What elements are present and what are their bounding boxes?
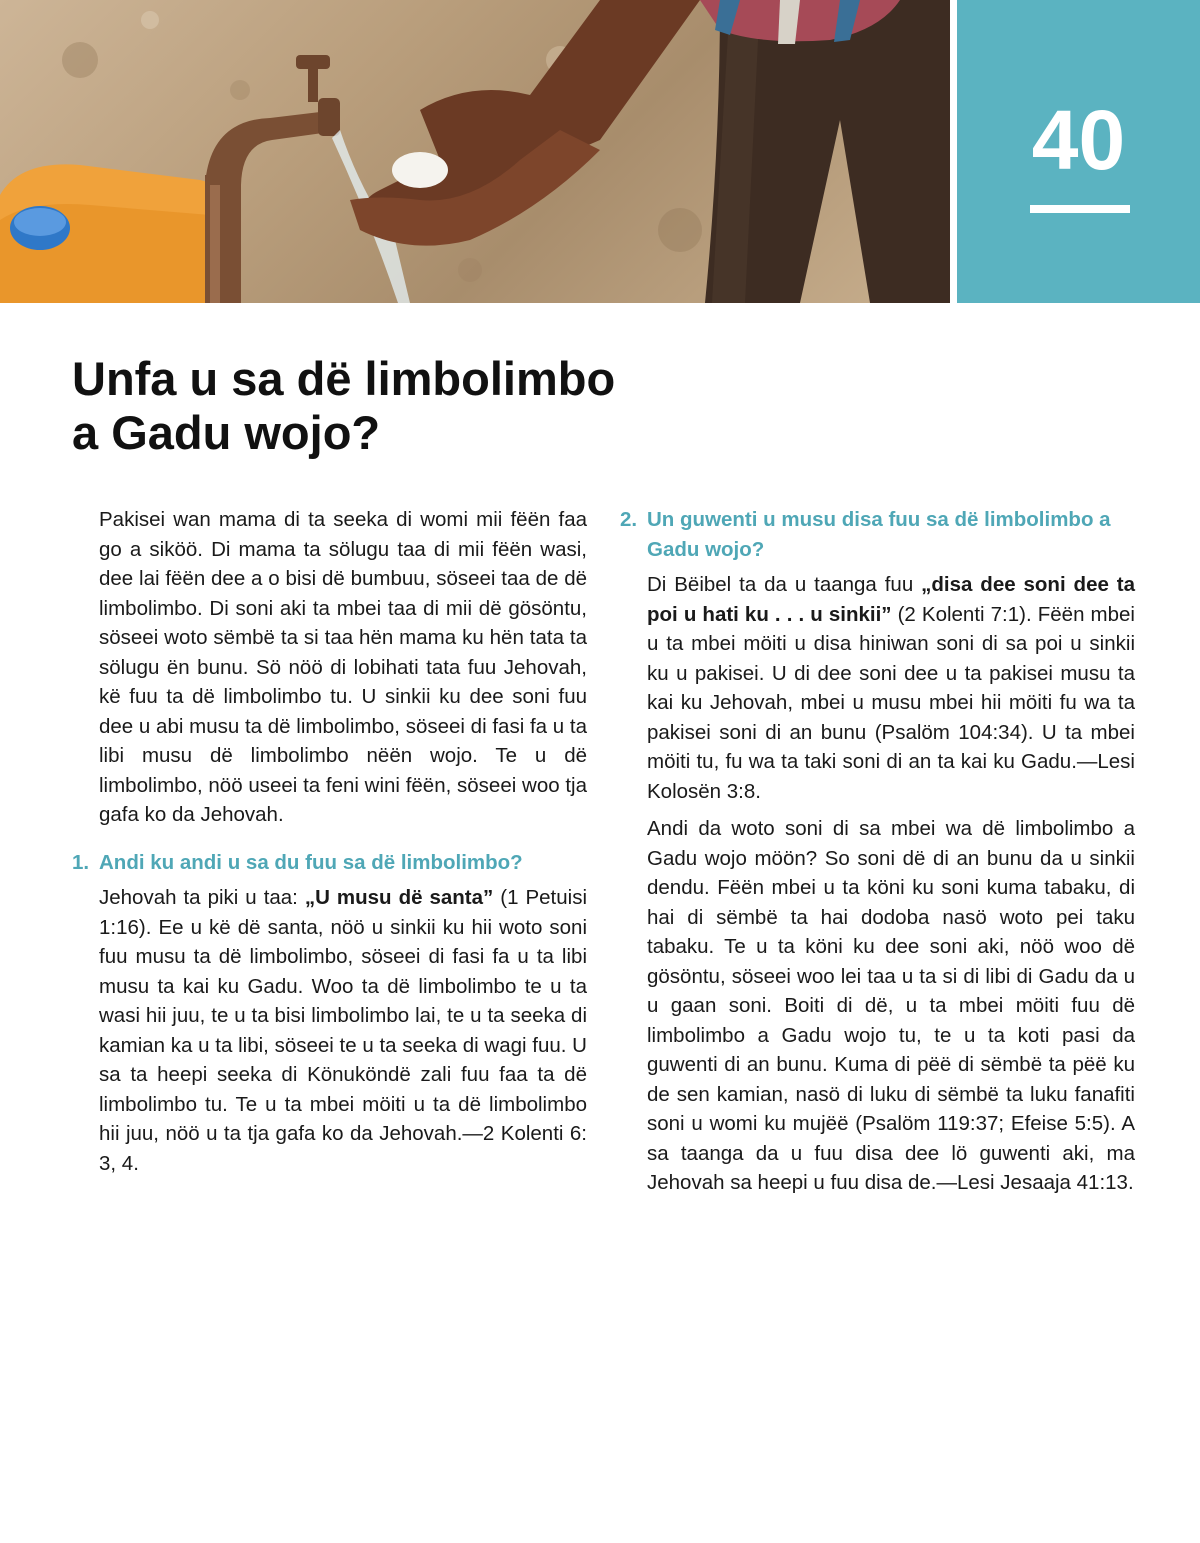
question-1-number: 1.	[72, 850, 90, 874]
jerrycan-shape	[0, 164, 225, 303]
question-2-heading	[620, 505, 1135, 564]
lesson-number: 40	[1031, 93, 1126, 187]
question-1-heading	[72, 848, 587, 878]
question-1-paragraph	[72, 883, 587, 1178]
question-2-number: 2.	[620, 508, 638, 531]
lesson-number-panel	[957, 0, 1200, 303]
right-column	[620, 505, 1135, 1206]
q2-text-before: Di Bëibel ta da u taanga fuu	[647, 573, 922, 596]
page-title	[72, 352, 772, 460]
q2-text-after: (2 Kolenti 7:1). Fëën mbei u ta mbei möiti u disa hiniwan soni di sa poi u sinkii ku u pakisei. U di dee soni dee u ta pakisei musu ta kai ku Jehovah, mbei u musu mbei hii möiti fu wa ta pakisei soni di an bunu (Psalöm 104:34). U ta mbei möiti tu, fu wa ta taki soni di an ta kai ku Gadu.—Lesi Kolosën 3:8.	[647, 602, 1135, 803]
q1-scripture-quote: „U musu dë santa”	[304, 886, 494, 909]
intro-paragraph: Pakisei wan mama di ta seeka di womi mii fëën faa go a siköö. Di mama ta sölugu taa di mii fëën wasi, dee lai fëën dee a o bisi dë bumbuu, söseei taa de dë limbolimbo. Di soni aki ta mbei taa di mii dë gösöntu, söseei woto sëmbë ta si taa hën mama ku hën tata ta sölugu ën bunu. Sö nöö di lobihati tata fuu Jehovah, kë fuu ta dë limbolimbo tu. U sinkii ku dee soni fuu dee u abi musu ta dë limbolimbo, söseei di fasi fa u ta libi musu dë limbolimbo nëën wojo. Te u dë limbolimbo, nöö useei ta feni wini fëën, söseei woo tja gafa ko da Jehovah.	[99, 508, 587, 826]
question-2-text: Un guwenti u musu disa fuu sa dë limbolimbo a Gadu wojo?	[647, 508, 1111, 561]
q1-text-before: Jehovah ta piki u taa:	[99, 886, 305, 909]
question-2-paragraph-1	[620, 570, 1135, 806]
left-column	[72, 505, 587, 1186]
q1-text-after: (1 Petuisi 1:16). Ee u kë dë santa, nöö u sinkii ku hii woto soni fuu musu ta dë limbolimbo, söseei di fasi fa u ta libi musu ta kai ku Gadu. Woo ta dë limbolimbo te u ta wasi hii juu, te u ta bisi limbolimbo lai, te u ta seeka di kamian ka u ta libi, söseei te u ta seeka di wagi fuu. U sa ta heepi seeka di Könuköndë zali fuu faa ta dë limbolimbo tu. Te u ta mbei möiti u ta dë limbolimbo hii juu, nöö u ta tja gafa ko da Jehovah.—2 Kolenti 6: 3, 4.	[99, 886, 588, 1175]
title-line-2: a Gadu wojo?	[72, 406, 381, 459]
faucet-shape	[205, 55, 340, 303]
q2-scripture-quote: „disa dee soni dee ta poi u hati ku . . . u sinkii”	[647, 573, 1135, 626]
hero-photo	[0, 0, 950, 303]
hands-shape	[350, 0, 700, 246]
trousers-shape	[705, 0, 950, 303]
question-1-text: Andi ku andi u sa du fuu sa dë limbolimbo?	[99, 850, 523, 874]
title-line-1: Unfa u sa dë limbolimbo	[72, 352, 616, 405]
question-2-paragraph-2: Andi da woto soni di sa mbei wa dë limbolimbo a Gadu wojo möön? So soni dë di an bunu da u sinkii dendu. Fëën mbei u ta köni ku soni kuma tabaku, di hai di sëmbë ta hai dodoba nasö woto pei taku tabaku. Te u ta köni ku dee soni aki, nöö woo dë gösöntu, söseei woo lei taa u ta si di libi di Gadu da u u gaan soni. Boiti di dë, u ta mbei möiti fuu dë limbolimbo a Gadu wojo tu, te u ta koti pasi da guwenti di an bunu. Kuma di pëë di sëmbë ta pëë ku de sen kamian, nasö di luku di sëmbë ta luku fanafiti soni u womi ku mujëë (Psalöm 119:37; Efeise 5:5). A sa taanga da u fuu disa dee lö guwenti aki, ma Jehovah sa heepi u fuu disa de.—Lesi Jesaaja 41:13.	[647, 817, 1135, 1194]
lesson-number-underline	[1030, 205, 1130, 213]
